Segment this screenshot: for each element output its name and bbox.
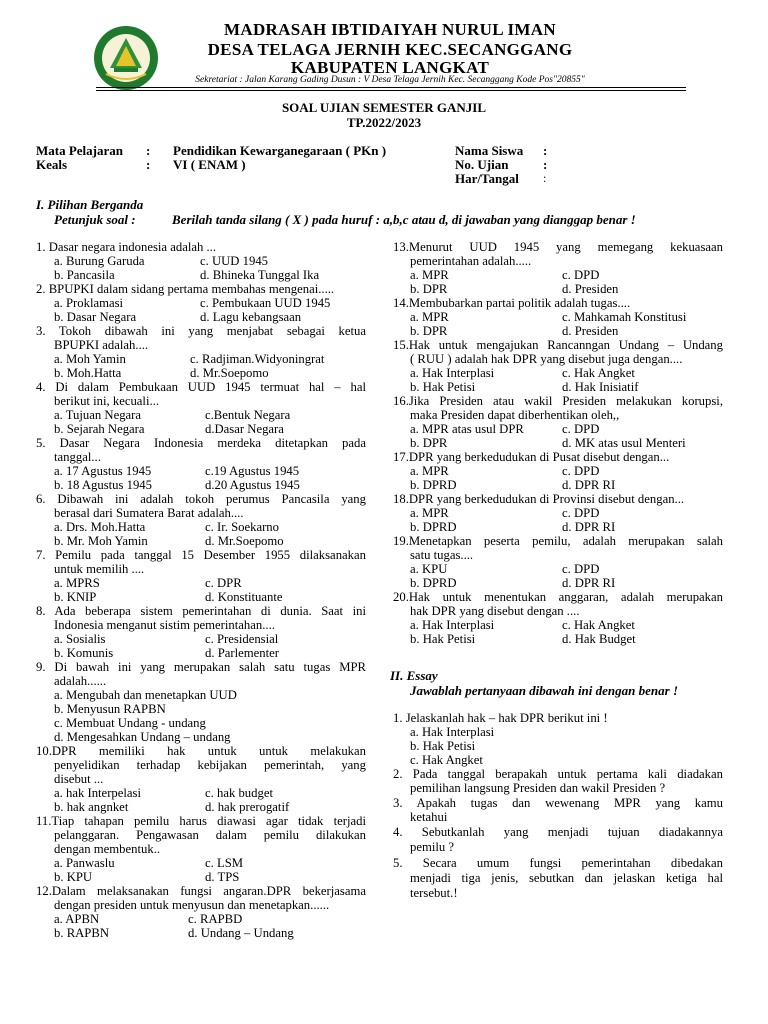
answer-option-q14a: a. MPR [410, 310, 449, 324]
question-text-e2l1: 2. Pada tanggal berapakah untuk pertama kali diadakan [393, 767, 723, 781]
answer-option-q4d: d.Dasar Negara [205, 422, 284, 436]
answer-option-q16c: c. DPD [562, 422, 600, 436]
answer-option-q20d: d. Hak Budget [562, 632, 636, 646]
answer-option-q6b: b. Mr. Moh Yamin [54, 534, 148, 548]
answer-option-q11a: a. Panwaslu [54, 856, 115, 870]
header-divider [96, 87, 686, 88]
answer-option-q10a: a. hak Interpelasi [54, 786, 142, 800]
question-text-e5l2: menjadi tiga jenis, sebutkan dan jelaskan ketiga hal [410, 871, 723, 885]
question-text-q16l1: 16.Jika Presiden atau wakil Presiden melakukan korupsi, [393, 394, 723, 408]
answer-option-e1c: c. Hak Angket [410, 753, 483, 767]
question-text-q5l1: 5. Dasar Negara Indonesia merdeka ditetapkan pada [36, 436, 366, 450]
answer-option-q7b: b. KNIP [54, 590, 97, 604]
student-name-colon: : [543, 143, 548, 158]
question-text-q10l3: disebut ... [54, 772, 104, 786]
answer-option-q3c: c. Radjiman.Widyoningrat [190, 352, 325, 366]
answer-option-q2b: b. Dasar Negara [54, 310, 137, 324]
answer-option-q17c: c. DPD [562, 464, 600, 478]
answer-option-q11d: d. TPS [205, 870, 240, 884]
answer-option-q20b: b. Hak Petisi [410, 632, 476, 646]
answer-option-q12b: b. RAPBN [54, 926, 109, 940]
answer-option-q5b: b. 18 Agustus 1945 [54, 478, 152, 492]
answer-option-q17b: b. DPRD [410, 478, 457, 492]
date-label: Har/Tangal [455, 171, 519, 186]
question-text-q8l1: 8. Ada beberapa sistem pemerintahan di dunia. Saat ini [36, 604, 366, 618]
question-text-q16l2: maka Presiden dapat diberhentikan oleh,, [410, 408, 620, 422]
answer-option-q6d: d. Mr.Soepomo [205, 534, 284, 548]
answer-option-q18c: c. DPD [562, 506, 600, 520]
answer-option-q16a: a. MPR atas usul DPR [410, 422, 524, 436]
answer-option-q3a: a. Moh Yamin [54, 352, 126, 366]
answer-option-q2c: c. Pembukaan UUD 1945 [200, 296, 331, 310]
answer-option-q20c: c. Hak Angket [562, 618, 635, 632]
answer-option-q6a: a. Drs. Moh.Hatta [54, 520, 146, 534]
instruction-text: Berilah tanda silang ( X ) pada huruf : a,b,c atau d, di jawaban yang dianggap benar ! [172, 212, 636, 227]
answer-option-q3d: d. Mr.Soepomo [190, 366, 269, 380]
answer-option-q19c: c. DPD [562, 562, 600, 576]
question-text-e1: 1. Jelaskanlah hak – hak DPR berikut ini ! [393, 711, 608, 725]
answer-option-q15d: d. Hak Inisiatif [562, 380, 639, 394]
question-text-q7l1: 7. Pemilu pada tanggal 15 Desember 1955 dilaksanakan [36, 548, 366, 562]
subject-label: Mata Pelajaran [36, 143, 124, 158]
question-text-q13l2: pemerintahan adalah..... [410, 254, 532, 268]
answer-option-q13b: b. DPR [410, 282, 448, 296]
answer-option-q8a: a. Sosialis [54, 632, 106, 646]
question-text-q19l2: satu tugas.... [410, 548, 474, 562]
answer-option-q13a: a. MPR [410, 268, 449, 282]
question-text-q12l2: dengan presiden untuk menyusun dan menetapkan...... [54, 898, 330, 912]
answer-option-q1a: a. Burung Garuda [54, 254, 145, 268]
answer-option-q7d: d. Konstituante [205, 590, 283, 604]
answer-option-q5a: a. 17 Agustus 1945 [54, 464, 152, 478]
answer-option-q8b: b. Komunis [54, 646, 114, 660]
question-text-essay-instruction: Jawablah pertanyaan dibawah ini dengan benar ! [410, 683, 678, 698]
question-text-q1: 1. Dasar negara indonesia adalah ... [36, 240, 217, 254]
question-text-q11l1: 11.Tiap tahapan pemilu harus diawasi agar tidak terjadi [36, 814, 366, 828]
answer-option-q5c: c.19 Agustus 1945 [205, 464, 300, 478]
question-text-q2: 2. BPUPKI dalam sidang pertama membahas mengenai..... [36, 282, 335, 296]
class-colon: : [146, 157, 151, 172]
answer-option-q13d: d. Presiden [562, 282, 619, 296]
question-text-essay-heading: II. Essay [390, 668, 438, 683]
answer-option-q4c: c.Bentuk Negara [205, 408, 291, 422]
answer-option-q19b: b. DPRD [410, 576, 457, 590]
question-text-q5l2: tanggal... [54, 450, 101, 464]
answer-option-q20a: a. Hak Interplasi [410, 618, 495, 632]
answer-option-q18d: d. DPR RI [562, 520, 616, 534]
question-text-q6l1: 6. Dibawah ini adalah tokoh perumus Pancasila yang [36, 492, 366, 506]
answer-option-q18b: b. DPRD [410, 520, 457, 534]
question-text-q6l2: berasal dari Sumatera Barat adalah.... [54, 506, 244, 520]
subject-value: Pendidikan Kewarganegaraan ( PKn ) [173, 143, 387, 158]
answer-option-q2d: d. Lagu kebangsaan [200, 310, 302, 324]
question-text-q9l2: adalah...... [54, 674, 107, 688]
answer-option-q15a: a. Hak Interplasi [410, 366, 495, 380]
question-text-e2l2: pemilihan langsung Presiden dan wakil Presiden ? [410, 781, 666, 795]
answer-option-q19a: a. KPU [410, 562, 448, 576]
question-text-q7l2: untuk memilih .... [54, 562, 145, 576]
school-name: MADRASAH IBTIDAIYAH NURUL IMAN [224, 20, 556, 39]
school-village: DESA TELAGA JERNIH KEC.SECANGGANG [207, 40, 573, 59]
question-text-q18: 18.DPR yang berkedudukan di Provinsi disebut dengan... [393, 492, 685, 506]
school-logo-icon [92, 24, 160, 92]
date-colon: : [543, 171, 547, 185]
exam-title: SOAL UJIAN SEMESTER GANJIL [281, 100, 487, 115]
answer-option-q10d: d. hak prerogatif [205, 800, 290, 814]
student-name-label: Nama Siswa [455, 143, 524, 158]
answer-option-q1b: b. Pancasila [54, 268, 115, 282]
answer-option-q19d: d. DPR RI [562, 576, 616, 590]
answer-option-q10b: b. hak angnket [54, 800, 129, 814]
answer-option-q14c: c. Mahkamah Konstitusi [562, 310, 687, 324]
question-text-q14: 14.Membubarkan partai politik adalah tugas.... [393, 296, 631, 310]
class-value: VI ( ENAM ) [173, 157, 246, 172]
question-text-e3l1: 3. Apakah tugas dan wewenang MPR yang kamu [393, 796, 723, 810]
question-text-q11l2: pelanggaran. Pengawasan dalam pemilu dilakukan [54, 828, 366, 842]
secretariat-address: Sekretariat : Jalan Karang Gading Dusun : V Desa Telaga Jernih Kec. Secanggang Kode Pos"20855" [195, 75, 585, 85]
answer-option-q7a: a. MPRS [54, 576, 100, 590]
answer-option-e1b: b. Hak Petisi [410, 739, 476, 753]
answer-option-q9c: c. Membuat Undang - undang [54, 716, 206, 730]
answer-option-q14d: d. Presiden [562, 324, 619, 338]
answer-option-q9b: b. Menyusun RAPBN [54, 702, 166, 716]
answer-option-q17d: d. DPR RI [562, 478, 616, 492]
question-text-q8l2: Indonesia menganut sistim pemerintahan.... [54, 618, 275, 632]
question-text-e5l1: 5. Secara umum fungsi pemerintahan dibedakan [393, 856, 723, 870]
subject-colon: : [146, 143, 151, 158]
header-divider-thin [96, 90, 686, 91]
answer-option-q15c: c. Hak Angket [562, 366, 635, 380]
school-regency: KABUPATEN LANGKAT [290, 58, 490, 77]
answer-option-q13c: c. DPD [562, 268, 600, 282]
question-text-q9l1: 9. Di bawah ini yang merupakan salah satu tugas MPR [36, 660, 366, 674]
question-text-q15l1: 15.Hak untuk mengajukan Rancanngan Undang – Undang [393, 338, 723, 352]
answer-option-q9a: a. Mengubah dan menetapkan UUD [54, 688, 237, 702]
question-text-q4l2: berikut ini, kecuali... [54, 394, 159, 408]
question-text-q17: 17.DPR yang berkedudukan di Pusat disebut dengan... [393, 450, 670, 464]
answer-option-q1d: d. Bhineka Tunggal Ika [200, 268, 320, 282]
exam-year: TP.2022/2023 [346, 115, 422, 130]
question-text-q19l1: 19.Menetapkan peserta pemilu, adalah merupakan salah [393, 534, 723, 548]
answer-option-q17a: a. MPR [410, 464, 449, 478]
answer-option-q16b: b. DPR [410, 436, 448, 450]
question-text-q20l1: 20.Hak untuk menentukan anggaran, adalah merupakan [393, 590, 723, 604]
question-text-e5l3: tersebut.! [410, 886, 458, 900]
question-text-q12l1: 12.Dalam melaksanakan fungsi angaran.DPR bekerjasama [36, 884, 366, 898]
answer-option-q2a: a. Proklamasi [54, 296, 124, 310]
answer-option-q8c: c. Presidensial [205, 632, 279, 646]
answer-option-q5d: d.20 Agustus 1945 [205, 478, 300, 492]
question-text-q11l3: dengan membentuk.. [54, 842, 161, 856]
answer-option-q6c: c. Ir. Soekarno [205, 520, 279, 534]
answer-option-q12a: a. APBN [54, 912, 100, 926]
question-text-q10l2: penyelidikan terhadap kebijakan pemerintah, yang [54, 758, 366, 772]
answer-option-q4a: a. Tujuan Negara [54, 408, 142, 422]
answer-option-e1a: a. Hak Interplasi [410, 725, 495, 739]
answer-option-q8d: d. Parlementer [205, 646, 279, 660]
answer-option-q16d: d. MK atas usul Menteri [562, 436, 686, 450]
answer-option-q4b: b. Sejarah Negara [54, 422, 145, 436]
section1-heading: I. Pilihan Berganda [36, 197, 144, 212]
question-text-q13l1: 13.Menurut UUD 1945 yang memegang kekuasaan [393, 240, 723, 254]
answer-option-q1c: c. UUD 1945 [200, 254, 269, 268]
exam-number-label: No. Ujian [455, 157, 509, 172]
question-text-q4l1: 4. Di dalam Pembukaan UUD 1945 termuat hal – hal [36, 380, 366, 394]
answer-option-q11b: b. KPU [54, 870, 93, 884]
answer-option-q10c: c. hak budget [205, 786, 273, 800]
answer-option-q15b: b. Hak Petisi [410, 380, 476, 394]
question-text-q3l2: BPUPKI adalah.... [54, 338, 149, 352]
question-text-e4l2: pemilu ? [410, 840, 455, 854]
question-text-q20l2: hak DPR yang disebut dengan .... [410, 604, 580, 618]
question-text-e3l2: ketahui [410, 810, 448, 824]
answer-option-q14b: b. DPR [410, 324, 448, 338]
answer-option-q11c: c. LSM [205, 856, 244, 870]
answer-option-q12d: d. Undang – Undang [188, 926, 294, 940]
answer-option-q7c: c. DPR [205, 576, 242, 590]
instruction-label: Petunjuk soal : [54, 212, 136, 227]
answer-option-q9d: d. Mengesahkan Undang – undang [54, 730, 231, 744]
question-text-q10l1: 10.DPR memiliki hak untuk untuk melakukan [36, 744, 366, 758]
question-text-q15l2: ( RUU ) adalah hak DPR yang disebut juga dengan.... [410, 352, 683, 366]
answer-option-q18a: a. MPR [410, 506, 449, 520]
answer-option-q3b: b. Moh.Hatta [54, 366, 122, 380]
exam-number-colon: : [543, 157, 548, 172]
answer-option-q12c: c. RAPBD [188, 912, 243, 926]
question-text-e4l1: 4. Sebutkanlah yang menjadi tujuan diadakannya [393, 825, 723, 839]
class-label: Keals [36, 157, 68, 172]
question-text-q3l1: 3. Tokoh dibawah ini yang menjabat sebagai ketua [36, 324, 366, 338]
